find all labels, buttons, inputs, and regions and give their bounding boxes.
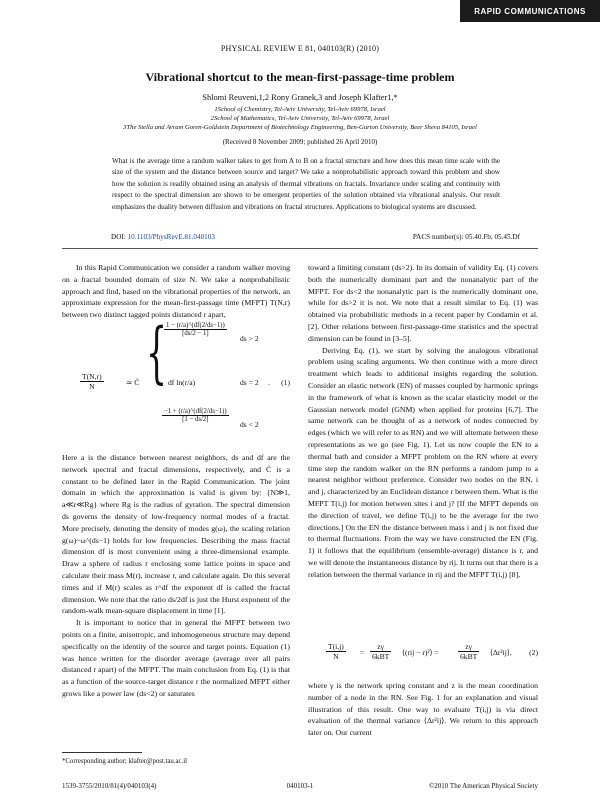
eq1-dot: . bbox=[268, 378, 270, 387]
eq2-mid-coefficient: zγ 6kBT bbox=[372, 642, 390, 661]
eq1-case2: df ln(r/a) bbox=[168, 378, 196, 387]
doi-label: DOI: bbox=[111, 233, 126, 241]
abstract: What is the average time a random walker takes to get from A to B on a fractal structure and how does this mean time scale with the size of the system and the distance between source and target? We take a nonprobabilistic approach toward this problem and show how the solution is readily obtained using an analysis of thermal vibrations on fractals. Invariance under scaling and continuity with respect to the spectral dimension are shown to be emergent properties of the solution obtained via vibrational analysis. Our result emphasizes the duality between diffusion and vibrations on fractal structures. Applications to biological systems are discussed. bbox=[112, 157, 500, 211]
eq1-number: (1) bbox=[281, 378, 290, 387]
right-paragraph-2: Deriving Eq. (1), we start by solving the analogous vibrational problem using scaling arguments. We then continue with a more direct treatment which leads to additional insights regarding the solution. Consider an elastic network (EN) of masses coupled by harmonic springs in the framework of what is known as the scalar elasticity model or the Gaussian network model (GNM) when applied for proteins [6,7]. The same network can be thought of as a network of nodes connected by edges (which we will refer to as RN) and we will alternate between these representations as we go (see Fig. 1). Let us now couple the EN to a thermal bath and consider a MFPT problem on the RN where at every time step the random walker on the RN performs a random jump to a nearest neighbor without preference. Consider two nodes on the RN, i and j, characterized by an Euclidean distance r between them. What is the MFPT T(i,j) for motion between sites i and j? [If the MFPT depends on the direction of travel, we define T(i,j) to be the average for the two directions.] On the EN the distance between mass i and j is not fixed due to thermal fluctuations. From the way we have constructed the EN (Fig. 1) it follows that the equilibrium (ensemble-average) distance is r, and we will denote the instantaneous distance by rij. It turns out that there is a relation between the thermal variance in rij and the MFPT T(i,j) [8], bbox=[308, 345, 538, 579]
left-paragraph-3: It is important to notice that in general the MFPT between two points on a finite, anisotropic, and inhomogeneous structure may depend specifically on the identity of the source and target points. Equation (1) was hence written for the disorder average (average over all pairs distanced r apart) of the MFPT. The main conclusion from Eq. (1) is that as a function of the source-target distance r the normalized MFPT either grows like a power law (ds<2) or saturates bbox=[62, 618, 290, 698]
eq1-case1-cond: ds > 2 bbox=[240, 334, 259, 343]
left-column-intro bbox=[62, 262, 290, 321]
rapid-communications-banner: RAPID COMMUNICATIONS bbox=[460, 0, 600, 22]
doi-line bbox=[111, 233, 215, 241]
eq2-rhs-tail: ⟨Δr²ij⟩, bbox=[490, 648, 512, 657]
eq1-lhs: $\frac{T(N,r)}{N}$ bbox=[82, 372, 102, 391]
eq1-case2-cond: ds = 2 bbox=[240, 378, 259, 387]
right-column-body bbox=[308, 262, 538, 581]
affiliation-3: 3The Stella and Avram Goren-Goldstein Department of Biotechnology Engineering, Ben-Gurion University, Beer Sheva 84105, Israel bbox=[123, 124, 477, 131]
doi-link[interactable]: 10.1103/PhysRevE.81.040103 bbox=[127, 233, 215, 241]
eq1-case1: $\frac{1 - (r/a)\^{}(df(2/ds-1))}{[ds/2 - 1]}$ bbox=[166, 322, 225, 337]
eq1-case3-cond: ds < 2 bbox=[240, 420, 259, 429]
footer-issn: 1539-3755/2010/81(4)/040103(4) bbox=[62, 782, 157, 790]
eq1-case3: $\frac{-1 + (r/a)\^{}(df(2/ds-1))}{[1 - ds/2]}$ bbox=[164, 408, 227, 423]
affiliation-2: 2School of Mathematics, Tel-Aviv University, Tel-Aviv 69978, Israel bbox=[210, 115, 390, 122]
right-paragraph-1: toward a limiting constant (ds>2). In its domain of validity Eq. (1) covers both the numerically dominant part and the nonanalytic part of the MFPT. For ds<2 the nonanalytic part is the numerically dominant one, while for ds>2 it is not. We note that a result similar to Eq. (1) was obtained via probabilistic methods in a recent paper by Condamin et al. [2]. Other relations between first-passage-time statistics and the spectral dimension can be found in [3–5]. bbox=[308, 263, 538, 343]
left-paragraph-2: Here a is the distance between nearest neighbors, ds and df are the network spectral and fractal dimensions, respectively, and C̃ is a constant to be defined later in the Rapid Communication. The joint domain in which the approximation is valid is given by: {N≫1, a≪r≪Rg} where Rg is the radius of gyration. The spectral dimension ds governs the density of low-frequency normal modes of a fractal. More precisely, denoting the density of modes g(ω), the scaling relation g(ω)~ω^(ds−1) holds for low frequencies. Describing the mass fractal dimension df is most convenient using a three-dimensional example. Draw a sphere of radius r enclosing some lattice points in space and calculate their mass M(r), increase r, and calculate again. Do this several times and if M(r) scales as r^df the exponent df is called the fractal dimension. We note that the ratio ds/2df is just the Hurst exponent of the random-walk mean-square displacement in time [1]. bbox=[62, 453, 290, 616]
article-title: Vibrational shortcut to the mean-first-passage-time problem bbox=[145, 70, 455, 84]
eq2-mid-tail: ⟨(rij − r)²⟩ = bbox=[402, 648, 439, 657]
equation-2: $\frac{T(i,j)}{N}$ = zγ 6kBT ⟨(rij − r)²⟩ = zγ 6kBT ⟨Δr²ij⟩, (2) bbox=[328, 642, 538, 661]
header-rule bbox=[62, 248, 538, 249]
footnote-rule bbox=[62, 752, 142, 753]
left-column-body bbox=[62, 452, 290, 700]
eq2-number: (2) bbox=[529, 648, 538, 657]
right-paragraph-3: where γ is the network spring constant and z is the mean coordination number of a node in the RN. See Fig. 1 for an explanation and visual illustration of this result. One way to evaluate T(i,j) is via direct evaluation of the thermal variance ⟨Δr²ij⟩. We return to this approach later on. Our current bbox=[308, 681, 538, 738]
pacs-numbers: PACS number(s): 05.40.Fb, 05.45.Df bbox=[412, 233, 520, 241]
received-dates: (Received 8 November 2009; published 26 April 2010) bbox=[222, 138, 378, 146]
eq1-approx: ≃ C̃ bbox=[126, 378, 140, 387]
footer-page-number: 040103-1 bbox=[286, 782, 314, 790]
author-list: Shlomi Reuveni,1,2 Rony Granek,3 and Joseph Klafter1,* bbox=[202, 93, 398, 102]
running-head: PHYSICAL REVIEW E 81, 040103(R) (2010) bbox=[220, 44, 380, 53]
footer-copyright: ©2010 The American Physical Society bbox=[428, 782, 538, 790]
affiliation-1: 1School of Chemistry, Tel-Aviv University, Tel-Aviv 69978, Israel bbox=[214, 106, 386, 113]
eq2-rhs-coefficient: zγ 6kBT bbox=[460, 642, 478, 661]
right-column-tail bbox=[308, 680, 538, 739]
equation-1 bbox=[62, 314, 290, 448]
eq2-lhs: $\frac{T(i,j)}{N}$ bbox=[328, 642, 344, 661]
corresponding-author-footnote: *Corresponding author; klafter@post.tau.ac.il bbox=[62, 758, 187, 765]
left-paragraph-1: In this Rapid Communication we consider a random walker moving on a fractal bounded domain of size N. We take a nonprobabilistic approach and find, based on the vibrational properties of the network, an approximate expression for the mean-first-passage time (MFPT) T(N,r) between two distinct tagged points distanced r apart, bbox=[62, 263, 290, 320]
eq1-brace: { bbox=[146, 314, 167, 391]
